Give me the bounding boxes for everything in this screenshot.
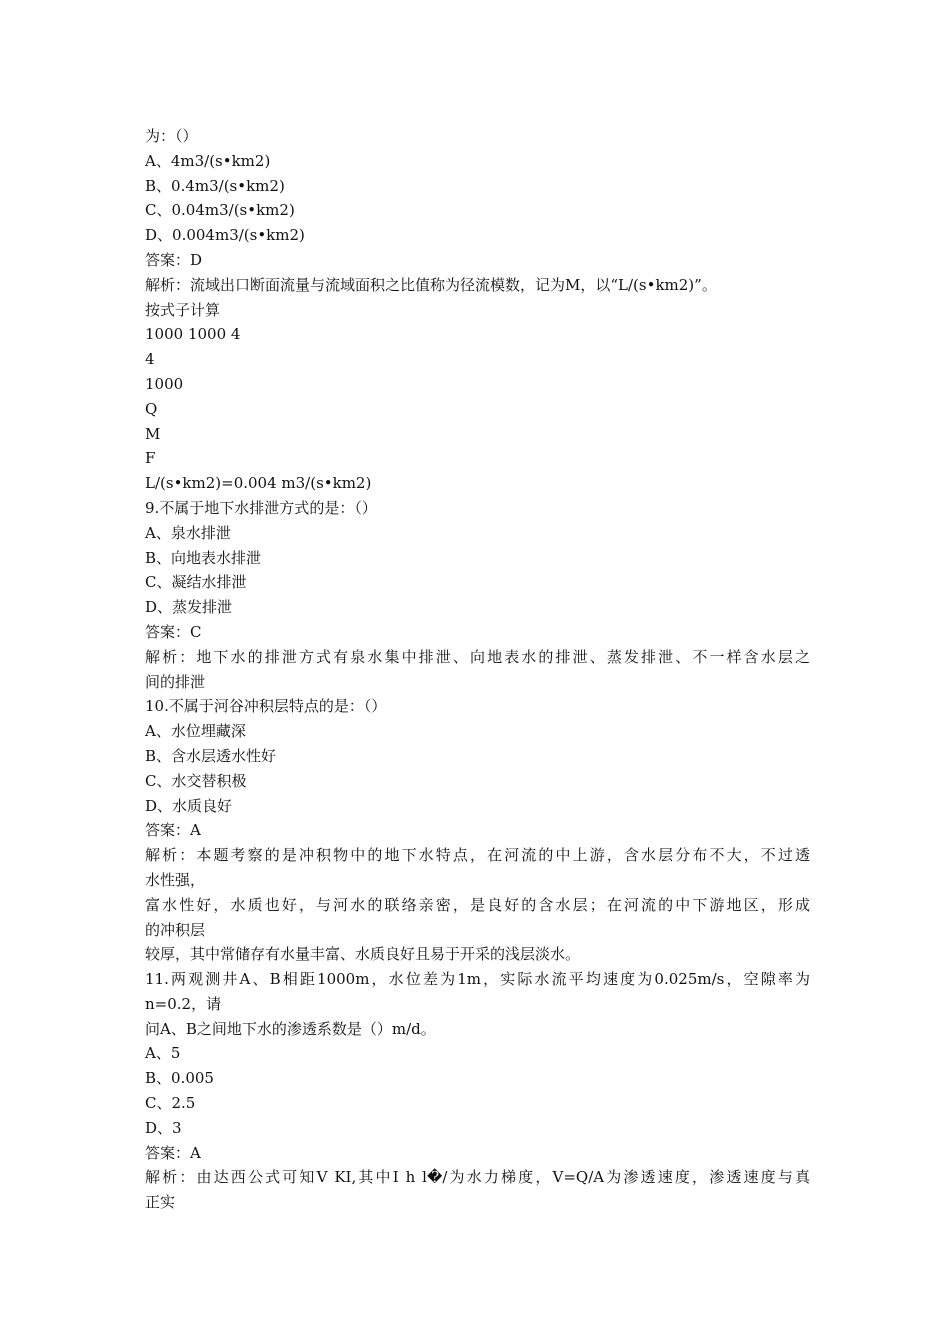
option-line: B、含水层透水性好: [145, 746, 277, 765]
formula-line: 1000 1000 4: [145, 325, 241, 344]
option-line: A、水位埋藏深: [145, 722, 246, 741]
option-line: B、0.005: [145, 1069, 214, 1088]
explanation-line: 解析：本题考察的是冲积物中的地下水特点，在河流的中上游，含水层分布不大，不过透: [145, 846, 810, 865]
formula-line: Q: [145, 399, 158, 418]
text-line: 为：（）: [145, 127, 198, 145]
option-line: C、0.04m3/(s•km2): [145, 201, 295, 220]
option-line: A、5: [145, 1044, 181, 1063]
formula-line: 1000: [145, 374, 184, 393]
answer-line: 答案：D: [145, 250, 203, 269]
formula-line: M: [145, 424, 161, 443]
document-page: [145, 124, 810, 1215]
question-line: 问A、B之间地下水的渗透系数是（）m/d。: [145, 1019, 436, 1038]
explanation-line: 富水性好，水质也好，与河水的联络亲密，是良好的含水层；在河流的中下游地区，形成: [145, 895, 810, 914]
option-line: D、0.004m3/(s•km2): [145, 226, 305, 245]
answer-line: 答案：A: [145, 1143, 201, 1162]
option-line: C、凝结水排泄: [145, 573, 247, 592]
formula-line: 4: [145, 350, 155, 369]
question-line: 9.不属于地下水排泄方式的是：（）: [145, 498, 377, 517]
explanation-line: 解析：流域出口断面流量与流域面积之比值称为径流模数，记为M，以“L/(s•km2)”。: [145, 275, 717, 294]
formula-line: F: [145, 449, 156, 468]
option-line: C、水交替积极: [145, 771, 247, 790]
explanation-line: 的冲积层: [145, 920, 206, 939]
option-line: D、3: [145, 1118, 182, 1137]
explanation-line: 间的排泄: [145, 672, 206, 691]
option-line: A、泉水排泄: [145, 523, 231, 542]
question-line: 10.不属于河谷冲积层特点的是：（）: [145, 697, 387, 716]
explanation-line: 解析：地下水的排泄方式有泉水集中排泄、向地表水的排泄、蒸发排泄、不一样含水层之: [145, 647, 810, 666]
explanation-line: 水性强，: [145, 870, 206, 889]
explanation-line: 正实: [145, 1193, 176, 1212]
text-line: 按式子计算: [145, 300, 221, 319]
option-line: D、蒸发排泄: [145, 598, 233, 617]
option-line: A、4m3/(s•km2): [145, 151, 271, 170]
explanation-line: 较厚，其中常储存有水量丰富、水质良好且易于开采的浅层淡水。: [145, 945, 581, 964]
formula-line: L/(s•km2)=0.004 m3/(s•km2): [145, 474, 372, 493]
explanation-line: 解析：由达西公式可知V KI,其中I h l�/为水力梯度，V=Q/A为渗透速度，渗透速度与真: [145, 1168, 810, 1187]
question-line: 11.两观测井A、B相距1000m，水位差为1m，实际水流平均速度为0.025m/s，空隙率为: [145, 970, 810, 989]
option-line: B、向地表水排泄: [145, 548, 262, 567]
question-line: n=0.2，请: [145, 994, 222, 1013]
answer-line: 答案：C: [145, 622, 202, 641]
answer-line: 答案：A: [145, 821, 201, 840]
option-line: C、2.5: [145, 1094, 196, 1113]
option-line: D、水质良好: [145, 796, 233, 815]
option-line: B、0.4m3/(s•km2): [145, 176, 285, 195]
